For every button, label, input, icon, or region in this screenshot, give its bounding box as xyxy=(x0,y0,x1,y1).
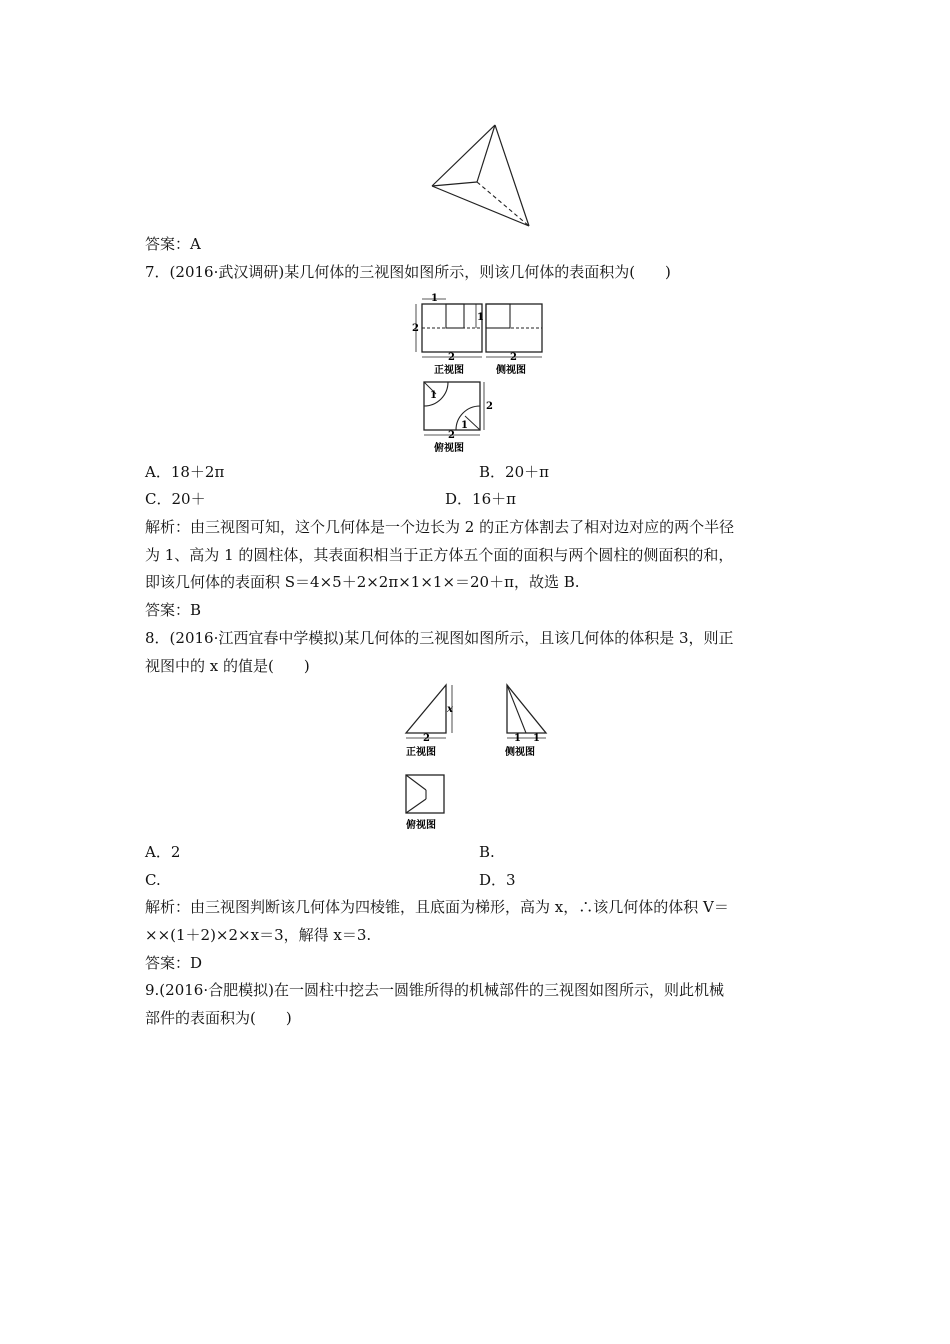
q7-option-a: A．18＋2π xyxy=(145,463,225,481)
q8-side-label: 侧视图 xyxy=(505,747,535,758)
q7-answer: 答案：B xyxy=(145,601,202,619)
q8-stem-line-2: 视图中的 x 的值是( ) xyxy=(145,657,310,675)
q8-answer: 答案：D xyxy=(145,954,203,972)
q7-stem: 7．(2016·武汉调研)某几何体的三视图如图所示，则该几何体的表面积为( ) xyxy=(145,263,671,281)
q7-dim-inner: 1 xyxy=(477,312,484,323)
q7-option-c: C．20＋ xyxy=(145,490,206,508)
q8-option-a: A．2 xyxy=(145,843,181,861)
tetrahedron-figure xyxy=(425,120,535,230)
q8-front-dim: 2 xyxy=(423,733,430,744)
q8-option-c: C. xyxy=(145,871,161,889)
q7-analysis-line-2: 为 1、高为 1 的圆柱体，其表面积相当于正方体五个面的面积与两个圆柱的侧面积的和， xyxy=(145,546,734,564)
q7-analysis-line-3: 即该几何体的表面积 S＝4×5＋2×2π×1×1×＝20＋π，故选 B. xyxy=(145,573,580,591)
q8-front-view xyxy=(406,685,454,758)
q8-front-label: 正视图 xyxy=(406,747,436,758)
q8-three-view-figure xyxy=(400,680,560,835)
q7-top-r2: 1 xyxy=(461,420,468,431)
q7-dim-left: 2 xyxy=(412,323,419,334)
q8-analysis-line-2: ××(1＋2)×2×x＝3，解得 x＝3. xyxy=(145,926,372,944)
q7-front-view xyxy=(412,293,484,376)
q7-front-label: 正视图 xyxy=(434,365,464,376)
q7-analysis-line-1: 解析：由三视图可知，这个几何体是一个边长为 2 的正方体割去了相对边对应的两个半径 xyxy=(145,518,735,536)
q9-stem-line-1: 9.(2016·合肥模拟)在一圆柱中挖去一圆锥所得的机械部件的三视图如图所示，则此机械 xyxy=(145,981,724,999)
q7-top-view xyxy=(424,382,493,454)
q7-dim-bottom: 2 xyxy=(448,352,455,363)
q7-side-label: 侧视图 xyxy=(496,365,526,376)
q7-dim-top: 1 xyxy=(431,293,438,304)
q8-stem-line-1: 8．(2016·江西宜春中学模拟)某几何体的三视图如图所示，且该几何体的体积是 3，则正 xyxy=(145,629,734,647)
q8-side-view xyxy=(504,685,546,758)
q8-analysis-line-1: 解析：由三视图判断该几何体为四棱锥，且底面为梯形，高为 x，∴该几何体的体积 V＝ xyxy=(145,898,729,916)
q9-stem-line-2: 部件的表面积为( ) xyxy=(145,1009,292,1027)
q7-top-r1: 1 xyxy=(430,390,437,401)
q7-option-d: D．16＋π xyxy=(445,490,516,508)
q8-option-b: B. xyxy=(479,843,495,861)
q8-top-label: 俯视图 xyxy=(406,820,436,831)
q8-side-dim-1: 1 xyxy=(514,733,521,744)
q8-side-dim-2: 1 xyxy=(533,733,540,744)
q7-side-dim: 2 xyxy=(510,352,517,363)
q7-side-view xyxy=(486,304,542,376)
q7-three-view-figure xyxy=(410,290,550,455)
q8-dim-x: x xyxy=(447,704,453,715)
q8-top-view xyxy=(406,775,444,831)
q6-answer: 答案：A xyxy=(145,235,201,253)
q7-top-label: 俯视图 xyxy=(434,443,464,454)
q7-top-dim-right: 2 xyxy=(486,401,493,412)
q7-option-b: B．20＋π xyxy=(479,463,549,481)
q7-top-dim-bottom: 2 xyxy=(448,430,455,441)
q8-option-d: D．3 xyxy=(479,871,516,889)
